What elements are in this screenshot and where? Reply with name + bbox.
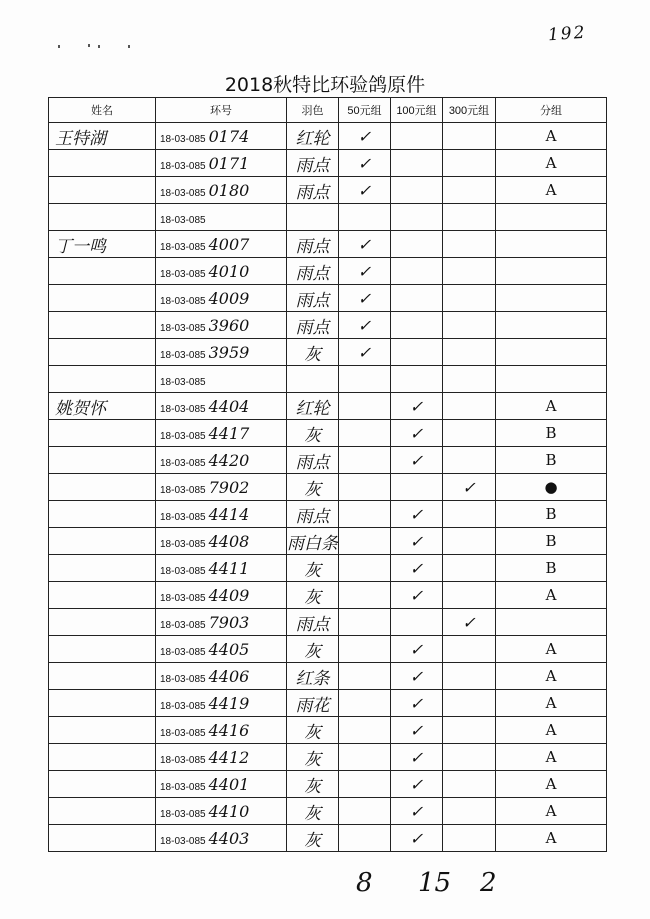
group-300-check [443, 690, 496, 717]
owner-name-cell [49, 690, 156, 717]
division-cell: A [496, 123, 607, 150]
ring-number: 3959 [208, 342, 250, 362]
table-row [49, 366, 607, 393]
group-300-check [443, 258, 496, 285]
owner-name-cell [49, 420, 156, 447]
page-number: 192 [547, 22, 588, 46]
ring-number-cell [156, 204, 287, 231]
feather-color-cell: 雨点 [287, 285, 339, 312]
ring-prefix: 18-03-085 [160, 538, 206, 550]
ring-number: 4401 [208, 774, 250, 794]
division-cell: ● [496, 474, 607, 501]
group-50-check [339, 771, 391, 798]
division-cell: B [496, 447, 607, 474]
table-row [49, 555, 607, 582]
ring-number: 7903 [208, 612, 250, 632]
group-50-check [339, 609, 391, 636]
ring-prefix: 18-03-085 [160, 187, 206, 199]
table-row [49, 204, 607, 231]
feather-color-cell: 雨点 [287, 177, 339, 204]
group-100-check: ✓ [391, 393, 443, 420]
feather-color-cell: 灰 [287, 771, 339, 798]
header-100-group: 100元组 [391, 98, 443, 123]
division-cell: B [496, 555, 607, 582]
group-50-check: ✓ [339, 123, 391, 150]
owner-name-cell [49, 825, 156, 852]
group-50-check [339, 393, 391, 420]
group-50-check: ✓ [339, 150, 391, 177]
ring-number-cell [156, 177, 287, 204]
ring-number-cell [156, 312, 287, 339]
group-100-check: ✓ [391, 825, 443, 852]
group-50-check [339, 555, 391, 582]
ring-number: 4408 [208, 531, 250, 551]
group-50-check [339, 474, 391, 501]
scan-speck [58, 45, 60, 48]
group-100-check [391, 177, 443, 204]
feather-color-cell: 灰 [287, 744, 339, 771]
ring-number: 4007 [208, 234, 250, 254]
group-50-check [339, 366, 391, 393]
group-100-check [391, 123, 443, 150]
ring-number-cell [156, 339, 287, 366]
ring-prefix: 18-03-085 [160, 349, 206, 361]
table-row [49, 825, 607, 852]
group-300-check: ✓ [443, 474, 496, 501]
header-name: 姓名 [49, 98, 156, 123]
ring-number: 7902 [208, 477, 250, 497]
ring-prefix: 18-03-085 [160, 430, 206, 442]
group-100-check [391, 366, 443, 393]
ring-number: 4009 [208, 288, 250, 308]
group-100-check: ✓ [391, 555, 443, 582]
feather-color-cell [287, 366, 339, 393]
table-row [49, 420, 607, 447]
division-cell [496, 204, 607, 231]
group-50-check [339, 528, 391, 555]
owner-name-cell: 姚贺怀 [49, 393, 156, 420]
feather-color-cell: 灰 [287, 825, 339, 852]
ring-number-cell [156, 609, 287, 636]
ring-number: 4403 [208, 828, 250, 848]
group-50-check [339, 582, 391, 609]
group-100-check [391, 204, 443, 231]
table-row [49, 312, 607, 339]
group-300-check [443, 366, 496, 393]
ring-prefix: 18-03-085 [160, 592, 206, 604]
group-300-check [443, 393, 496, 420]
group-100-check: ✓ [391, 582, 443, 609]
group-300-check [443, 663, 496, 690]
scan-speck [88, 44, 90, 47]
total-100: 15 [418, 868, 452, 898]
ring-number: 4404 [208, 396, 250, 416]
ring-prefix: 18-03-085 [160, 727, 206, 739]
group-100-check: ✓ [391, 744, 443, 771]
owner-name-cell: 王特湖 [49, 123, 156, 150]
header-300-group: 300元组 [443, 98, 496, 123]
group-50-check [339, 420, 391, 447]
group-50-check [339, 744, 391, 771]
group-300-check [443, 717, 496, 744]
feather-color-cell: 雨点 [287, 231, 339, 258]
group-50-check [339, 204, 391, 231]
owner-name-cell: 丁一鸣 [49, 231, 156, 258]
owner-name-cell [49, 312, 156, 339]
feather-color-cell: 红轮 [287, 123, 339, 150]
table-header-row [49, 98, 607, 123]
owner-name-cell [49, 339, 156, 366]
group-50-check: ✓ [339, 231, 391, 258]
ring-number: 0180 [208, 180, 250, 200]
owner-name-cell [49, 555, 156, 582]
division-cell: A [496, 690, 607, 717]
group-100-check: ✓ [391, 798, 443, 825]
group-100-check [391, 339, 443, 366]
feather-color-cell: 雨点 [287, 258, 339, 285]
ring-number-cell [156, 555, 287, 582]
ring-number-cell [156, 420, 287, 447]
ring-number: 0174 [208, 126, 250, 146]
ring-prefix: 18-03-085 [160, 835, 206, 847]
form-title: 2018秋特比环验鸽原件 [224, 74, 426, 96]
group-100-check [391, 312, 443, 339]
group-50-check: ✓ [339, 285, 391, 312]
ring-number: 4410 [208, 801, 250, 821]
ring-number-cell [156, 501, 287, 528]
group-100-check: ✓ [391, 690, 443, 717]
group-50-check [339, 663, 391, 690]
ring-number: 0171 [208, 153, 250, 173]
ring-number: 4416 [208, 720, 250, 740]
division-cell: A [496, 393, 607, 420]
table-row [49, 177, 607, 204]
ring-prefix: 18-03-085 [160, 403, 206, 415]
owner-name-cell [49, 582, 156, 609]
division-cell: B [496, 528, 607, 555]
owner-name-cell [49, 501, 156, 528]
table-row [49, 609, 607, 636]
group-50-check [339, 825, 391, 852]
table-row [49, 582, 607, 609]
owner-name-cell [49, 177, 156, 204]
group-300-check [443, 177, 496, 204]
ring-number: 4420 [208, 450, 250, 470]
ring-number: 4010 [208, 261, 250, 281]
owner-name-cell [49, 528, 156, 555]
ring-prefix: 18-03-085 [160, 781, 206, 793]
ring-number: 4417 [208, 423, 250, 443]
feather-color-cell: 雨点 [287, 501, 339, 528]
group-300-check [443, 420, 496, 447]
ring-number-cell [156, 825, 287, 852]
feather-color-cell: 红条 [287, 663, 339, 690]
scan-speck [98, 45, 100, 48]
header-division: 分组 [496, 98, 607, 123]
division-cell [496, 609, 607, 636]
ring-number-cell [156, 150, 287, 177]
owner-name-cell [49, 663, 156, 690]
ring-number-cell [156, 771, 287, 798]
group-300-check [443, 528, 496, 555]
division-cell [496, 339, 607, 366]
ring-prefix: 18-03-085 [160, 511, 206, 523]
table-row [49, 690, 607, 717]
ring-number: 3960 [208, 315, 250, 335]
group-50-check [339, 501, 391, 528]
group-100-check [391, 150, 443, 177]
ring-number-cell [156, 123, 287, 150]
division-cell: A [496, 663, 607, 690]
group-300-check [443, 231, 496, 258]
division-cell: A [496, 771, 607, 798]
table-row [49, 744, 607, 771]
group-50-check: ✓ [339, 258, 391, 285]
group-50-check [339, 636, 391, 663]
group-50-check [339, 798, 391, 825]
ring-number-cell [156, 582, 287, 609]
ring-prefix: 18-03-085 [160, 808, 206, 820]
feather-color-cell: 雨花 [287, 690, 339, 717]
group-300-check [443, 501, 496, 528]
ring-prefix: 18-03-085 [160, 700, 206, 712]
division-cell: A [496, 150, 607, 177]
group-300-check [443, 150, 496, 177]
ring-number: 4406 [208, 666, 250, 686]
group-300-check [443, 447, 496, 474]
owner-name-cell [49, 474, 156, 501]
ring-number-cell [156, 285, 287, 312]
feather-color-cell: 灰 [287, 339, 339, 366]
ring-prefix: 18-03-085 [160, 484, 206, 496]
ring-number: 4419 [208, 693, 250, 713]
feather-color-cell: 灰 [287, 420, 339, 447]
table-row [49, 150, 607, 177]
owner-name-cell [49, 771, 156, 798]
division-cell [496, 312, 607, 339]
ring-prefix: 18-03-085 [160, 268, 206, 280]
feather-color-cell: 雨点 [287, 609, 339, 636]
table-row [49, 636, 607, 663]
ring-number-cell [156, 528, 287, 555]
table-row [49, 663, 607, 690]
ring-number-cell [156, 690, 287, 717]
division-cell: A [496, 177, 607, 204]
division-cell: A [496, 798, 607, 825]
ring-prefix: 18-03-085 [160, 457, 206, 469]
feather-color-cell: 灰 [287, 798, 339, 825]
division-cell [496, 366, 607, 393]
table-row [49, 393, 607, 420]
ring-number-cell [156, 798, 287, 825]
group-300-check [443, 339, 496, 366]
ring-number-cell [156, 258, 287, 285]
ring-number-cell [156, 663, 287, 690]
owner-name-cell [49, 150, 156, 177]
table-row [49, 285, 607, 312]
owner-name-cell [49, 285, 156, 312]
feather-color-cell: 灰 [287, 582, 339, 609]
division-cell [496, 285, 607, 312]
header-ring: 环号 [156, 98, 287, 123]
ring-prefix: 18-03-085 [160, 376, 206, 388]
ring-number-cell [156, 474, 287, 501]
ring-prefix: 18-03-085 [160, 322, 206, 334]
ring-prefix: 18-03-085 [160, 673, 206, 685]
group-300-check [443, 744, 496, 771]
group-100-check [391, 285, 443, 312]
group-100-check: ✓ [391, 717, 443, 744]
ring-prefix: 18-03-085 [160, 214, 206, 226]
division-cell: A [496, 744, 607, 771]
ring-number: 4412 [208, 747, 250, 767]
group-300-check [443, 285, 496, 312]
division-cell: A [496, 825, 607, 852]
group-100-check [391, 474, 443, 501]
group-100-check: ✓ [391, 528, 443, 555]
table-row [49, 123, 607, 150]
table-row [49, 258, 607, 285]
table-row [49, 528, 607, 555]
group-100-check: ✓ [391, 636, 443, 663]
feather-color-cell: 雨点 [287, 312, 339, 339]
ring-number: 4409 [208, 585, 250, 605]
group-100-check [391, 609, 443, 636]
table-row [49, 717, 607, 744]
ring-prefix: 18-03-085 [160, 565, 206, 577]
ring-prefix: 18-03-085 [160, 241, 206, 253]
group-300-check [443, 798, 496, 825]
ring-number-cell [156, 744, 287, 771]
header-50-group: 50元组 [339, 98, 391, 123]
group-50-check [339, 447, 391, 474]
feather-color-cell: 灰 [287, 474, 339, 501]
total-300: 2 [480, 868, 497, 898]
ring-number: 4414 [208, 504, 250, 524]
group-300-check [443, 636, 496, 663]
group-300-check [443, 123, 496, 150]
owner-name-cell [49, 258, 156, 285]
feather-color-cell: 灰 [287, 555, 339, 582]
owner-name-cell [49, 609, 156, 636]
division-cell: B [496, 420, 607, 447]
owner-name-cell [49, 744, 156, 771]
ring-prefix: 18-03-085 [160, 619, 206, 631]
group-50-check [339, 717, 391, 744]
group-300-check [443, 555, 496, 582]
group-300-check [443, 582, 496, 609]
ring-prefix: 18-03-085 [160, 295, 206, 307]
feather-color-cell: 雨点 [287, 150, 339, 177]
group-100-check [391, 231, 443, 258]
group-300-check [443, 204, 496, 231]
group-50-check: ✓ [339, 312, 391, 339]
ring-number-cell [156, 447, 287, 474]
division-cell: A [496, 717, 607, 744]
ring-number-cell [156, 393, 287, 420]
ring-number-cell [156, 636, 287, 663]
group-100-check: ✓ [391, 420, 443, 447]
group-300-check [443, 312, 496, 339]
division-cell: A [496, 582, 607, 609]
feather-color-cell [287, 204, 339, 231]
group-100-check: ✓ [391, 447, 443, 474]
feather-color-cell: 雨点 [287, 447, 339, 474]
group-300-check [443, 825, 496, 852]
table-row [49, 771, 607, 798]
group-50-check: ✓ [339, 177, 391, 204]
table-row [49, 231, 607, 258]
owner-name-cell [49, 447, 156, 474]
total-50: 8 [356, 868, 373, 898]
owner-name-cell [49, 636, 156, 663]
ring-number-cell [156, 231, 287, 258]
ring-prefix: 18-03-085 [160, 754, 206, 766]
scan-speck [128, 45, 130, 48]
ring-number-cell [156, 366, 287, 393]
table-row [49, 447, 607, 474]
feather-color-cell: 灰 [287, 636, 339, 663]
group-100-check [391, 258, 443, 285]
owner-name-cell [49, 717, 156, 744]
owner-name-cell [49, 366, 156, 393]
group-100-check: ✓ [391, 501, 443, 528]
ring-prefix: 18-03-085 [160, 160, 206, 172]
feather-color-cell: 红轮 [287, 393, 339, 420]
ring-prefix: 18-03-085 [160, 646, 206, 658]
table-row [49, 339, 607, 366]
division-cell: B [496, 501, 607, 528]
feather-color-cell: 雨白条 [287, 528, 339, 555]
feather-color-cell: 灰 [287, 717, 339, 744]
group-300-check [443, 771, 496, 798]
owner-name-cell [49, 798, 156, 825]
table-row [49, 501, 607, 528]
group-100-check: ✓ [391, 663, 443, 690]
ring-number: 4411 [208, 558, 250, 578]
ring-prefix: 18-03-085 [160, 133, 206, 145]
registration-table [48, 97, 607, 852]
ring-number: 4405 [208, 639, 250, 659]
owner-name-cell [49, 204, 156, 231]
division-cell [496, 231, 607, 258]
table-row [49, 474, 607, 501]
group-100-check: ✓ [391, 771, 443, 798]
header-color: 羽色 [287, 98, 339, 123]
division-cell: A [496, 636, 607, 663]
division-cell [496, 258, 607, 285]
ring-number-cell [156, 717, 287, 744]
group-300-check: ✓ [443, 609, 496, 636]
group-50-check [339, 690, 391, 717]
group-50-check: ✓ [339, 339, 391, 366]
table-row [49, 798, 607, 825]
